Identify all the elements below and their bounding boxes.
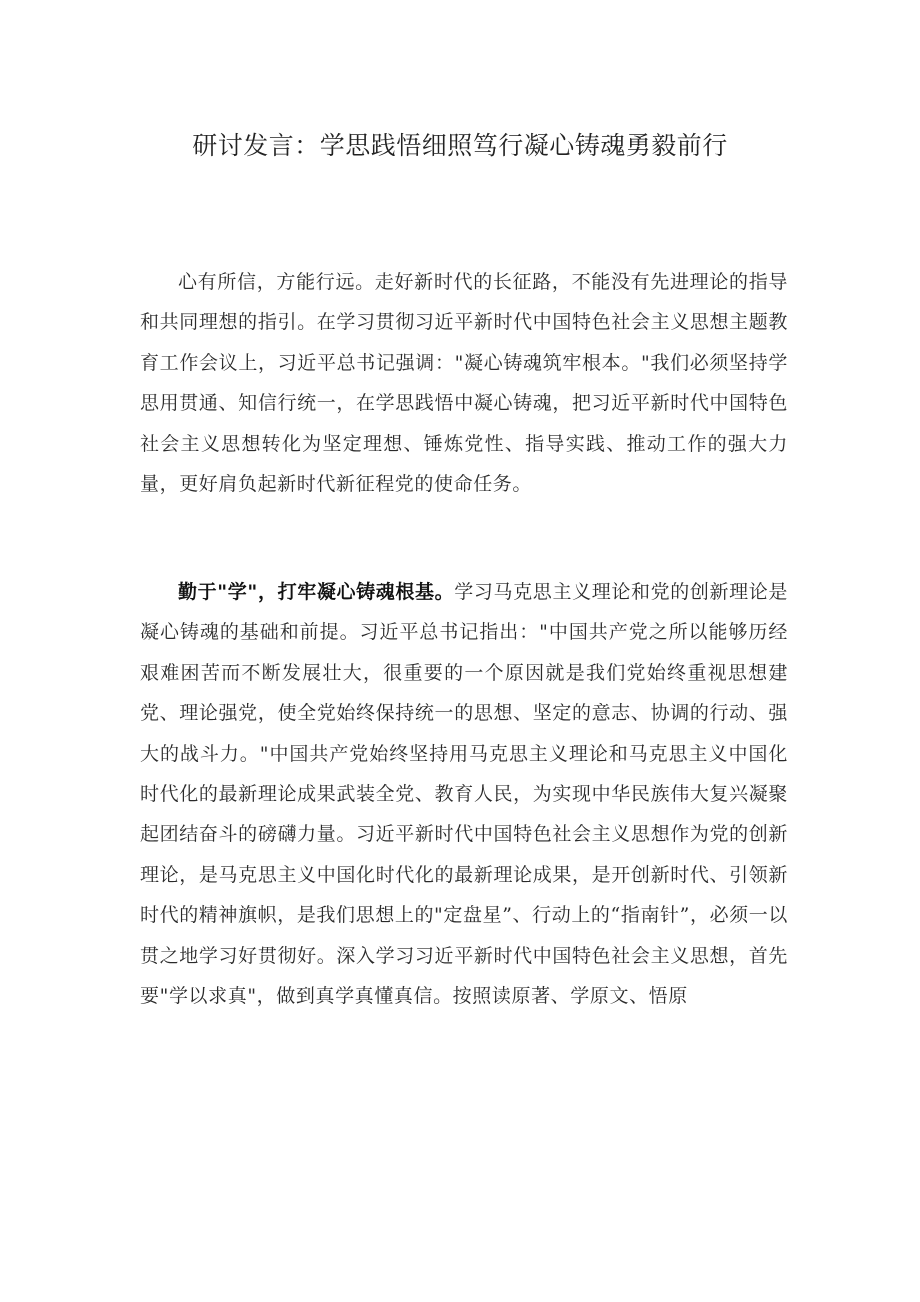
paragraph-2-lead-heading: 勤于"学"，打牢凝心铸魂根基。 [178, 581, 455, 603]
paragraph-1-text: 心有所信，方能行远。走好新时代的长征路，不能没有先进理论的指导和共同理想的指引。在学习贯彻习近平新时代中国特色社会主义思想主题教育工作会议上，习近平总书记强调："凝心铸魂筑牢根本。"我们必须坚持学思用贯通、知信行统一，在学思践悟中凝心铸魂，把习近平新时代中国特色社会主义思想转化为坚定理想、锤炼党性、指导实践、推动工作的强大力量，更好肩负起新时代新征程党的使命任务。 [140, 271, 788, 496]
document-title: 研讨发言：学思践悟细照笃行凝心铸魂勇毅前行 [192, 131, 728, 160]
paragraph-2 [140, 572, 788, 1016]
paragraph-study [140, 572, 788, 1016]
paragraph-2-body-text: 学习马克思主义理论和党的创新理论是凝心铸魂的基础和前提。习近平总书记指出："中国共产党之所以能够历经艰难困苦而不断发展壮大，很重要的一个原因就是我们党始终重视思想建党、理论强党，使全党始终保持统一的思想、坚定的意志、协调的行动、强大的战斗力。"中国共产党始终坚持用马克思主义理论和马克思主义中国化时代化的最新理论成果武装全党、教育人民，为实现中华民族伟大复兴凝聚起团结奋斗的磅礴力量。习近平新时代中国特色社会主义思想作为党的创新理论，是马克思主义中国化时代化的最新理论成果，是开创新时代、引领新时代的精神旗帜，是我们思想上的"定盘星”、行动上的“指南针”，必须一以贯之地学习好贯彻好。深入学习习近平新时代中国特色社会主义思想，首先要"学以求真"，做到真学真懂真信。按照读原著、学原文、悟原 [140, 581, 788, 1008]
paragraph-intro [140, 262, 788, 504]
